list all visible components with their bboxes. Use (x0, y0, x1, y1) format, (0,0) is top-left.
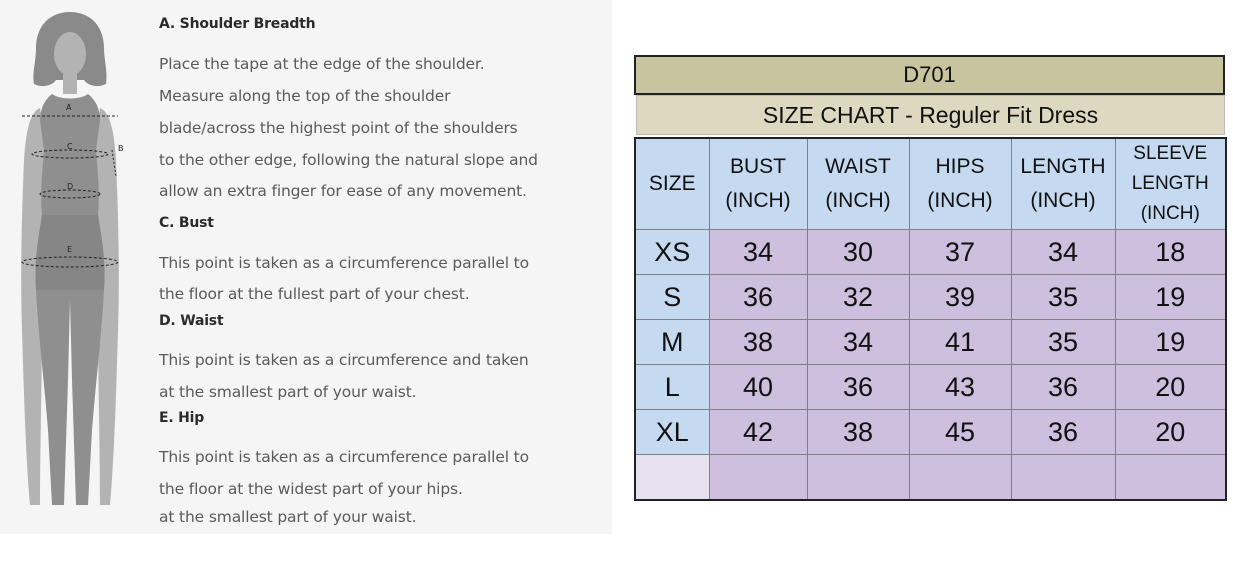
table-row (635, 230, 1226, 275)
waist-value: 38 (807, 410, 909, 455)
bust-value: 40 (709, 365, 807, 410)
instruction-line: to the other edge, following the natural slope and (159, 151, 538, 169)
figure-label-e: E (67, 245, 73, 254)
size-chart (634, 55, 1225, 495)
column-header-length: LENGTH (INCH) (1011, 138, 1115, 230)
figure-label-d: D (67, 182, 74, 191)
hips-value: 43 (909, 365, 1011, 410)
size-label: S (635, 275, 709, 320)
size-label: L (635, 365, 709, 410)
section-heading-shoulder: A. Shoulder Breadth (159, 16, 316, 32)
table-header-row (635, 138, 1226, 230)
waist-value: 32 (807, 275, 909, 320)
hips-value: 39 (909, 275, 1011, 320)
column-header-sleeve-length: SLEEVE LENGTH (INCH) (1115, 138, 1226, 230)
section-heading-hip: E. Hip (159, 410, 205, 426)
product-code: D701 (634, 55, 1225, 95)
empty-cell (1011, 455, 1115, 500)
instruction-line: Place the tape at the edge of the shoulder. (159, 55, 485, 73)
waist-value: 30 (807, 230, 909, 275)
instruction-line: This point is taken as a circumference parallel to (159, 448, 529, 466)
section-heading-bust: C. Bust (159, 215, 214, 231)
bust-value: 38 (709, 320, 807, 365)
figure-label-b: B (118, 144, 124, 153)
body-figure (0, 0, 150, 534)
length-value: 35 (1011, 320, 1115, 365)
instruction-line: allow an extra finger for ease of any movement. (159, 182, 527, 200)
instruction-line: the floor at the fullest part of your chest. (159, 285, 470, 303)
body-silhouette-illustration (0, 0, 150, 534)
column-header-hips: HIPS (INCH) (909, 138, 1011, 230)
hips-value: 45 (909, 410, 1011, 455)
instruction-line: blade/across the highest point of the shoulders (159, 119, 518, 137)
instruction-line: This point is taken as a circumference parallel to (159, 254, 529, 272)
length-value: 36 (1011, 410, 1115, 455)
instruction-line: the floor at the widest part of your hips. (159, 480, 463, 498)
bust-value: 42 (709, 410, 807, 455)
section-heading-waist: D. Waist (159, 313, 224, 329)
table-row (635, 275, 1226, 320)
sleeve-value: 19 (1115, 320, 1226, 365)
empty-cell (635, 455, 709, 500)
size-label: M (635, 320, 709, 365)
table-row (635, 365, 1226, 410)
size-chart-title: SIZE CHART - Reguler Fit Dress (636, 95, 1225, 135)
figure-label-a: A (66, 103, 72, 112)
column-header-size: SIZE (635, 138, 709, 230)
sleeve-value: 19 (1115, 275, 1226, 320)
length-value: 35 (1011, 275, 1115, 320)
table-row (635, 320, 1226, 365)
empty-cell (709, 455, 807, 500)
instruction-line: This point is taken as a circumference and taken (159, 351, 529, 369)
length-value: 34 (1011, 230, 1115, 275)
size-table (634, 137, 1227, 501)
waist-value: 36 (807, 365, 909, 410)
column-header-bust: BUST (INCH) (709, 138, 807, 230)
hips-value: 37 (909, 230, 1011, 275)
instruction-line: Measure along the top of the shoulder (159, 87, 451, 105)
measurement-guide-panel (0, 0, 612, 534)
figure-label-c: C (67, 142, 73, 151)
size-label: XL (635, 410, 709, 455)
length-value: 36 (1011, 365, 1115, 410)
column-header-waist: WAIST (INCH) (807, 138, 909, 230)
hips-value: 41 (909, 320, 1011, 365)
empty-cell (807, 455, 909, 500)
bust-value: 36 (709, 275, 807, 320)
waist-value: 34 (807, 320, 909, 365)
instruction-line: at the smallest part of your waist. (159, 508, 417, 526)
table-row (635, 410, 1226, 455)
sleeve-value: 18 (1115, 230, 1226, 275)
sleeve-value: 20 (1115, 410, 1226, 455)
size-label: XS (635, 230, 709, 275)
empty-cell (1115, 455, 1226, 500)
bust-value: 34 (709, 230, 807, 275)
sleeve-value: 20 (1115, 365, 1226, 410)
instruction-line: at the smallest part of your waist. (159, 383, 417, 401)
empty-cell (909, 455, 1011, 500)
table-row-empty (635, 455, 1226, 500)
